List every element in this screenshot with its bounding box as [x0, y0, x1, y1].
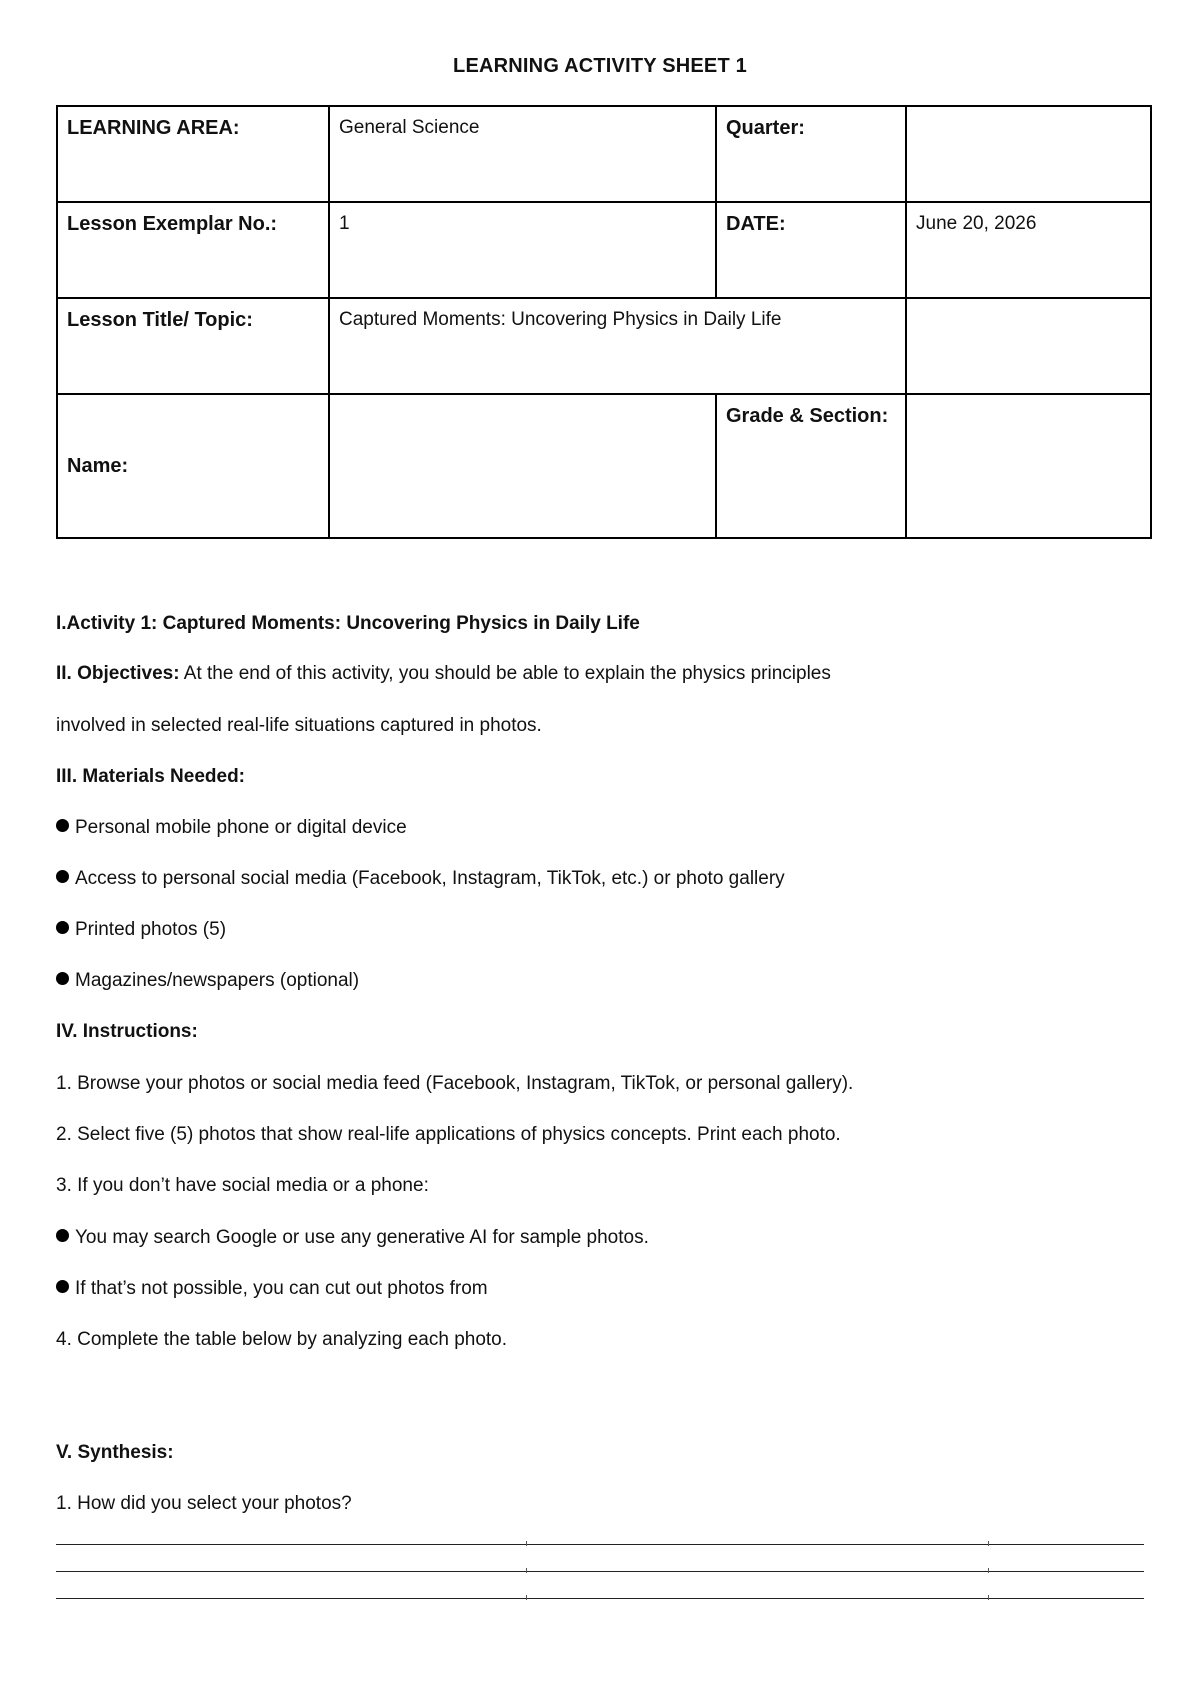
bullet-icon	[56, 921, 69, 934]
materials-item	[56, 815, 407, 841]
instruction-sub-item	[56, 1225, 649, 1251]
sheet-title: LEARNING ACTIVITY SHEET 1	[453, 55, 747, 77]
answer-line[interactable]	[56, 1571, 1144, 1572]
materials-item	[56, 917, 226, 943]
instruction-step-1: 1. Browse your photos or social media feed (Facebook, Instagram, TikTok, or personal gallery).	[56, 1073, 854, 1094]
instruction-sub-item	[56, 1276, 488, 1302]
lesson-exemplar-label: Lesson Exemplar No.:	[57, 202, 329, 298]
name-value[interactable]	[329, 394, 716, 538]
line-separator	[988, 1595, 989, 1600]
bullet-icon	[56, 819, 69, 832]
grade-section-value[interactable]	[906, 394, 1151, 538]
name-label: Name:	[57, 394, 329, 538]
quarter-value[interactable]	[906, 106, 1151, 202]
instructions-heading: IV. Instructions:	[56, 1021, 198, 1042]
answer-line[interactable]	[56, 1544, 1144, 1545]
materials-item-text: Printed photos (5)	[75, 919, 227, 940]
materials-heading: III. Materials Needed:	[56, 766, 246, 787]
info-table	[56, 105, 1152, 539]
synthesis-heading: V. Synthesis:	[56, 1442, 174, 1463]
instruction-step-3: 3. If you don’t have social media or a phone:	[56, 1175, 429, 1196]
lesson-exemplar-value[interactable]: 1	[329, 202, 716, 298]
learning-area-value[interactable]: General Science	[329, 106, 716, 202]
answer-line[interactable]	[56, 1598, 1144, 1599]
materials-item	[56, 866, 785, 892]
lesson-title-label: Lesson Title/ Topic:	[57, 298, 329, 394]
bullet-icon	[56, 1280, 69, 1293]
bullet-icon	[56, 972, 69, 985]
materials-item-text: Access to personal social media (Facebook, Instagram, TikTok, etc.) or photo gallery	[75, 868, 785, 889]
bullet-icon	[56, 1229, 69, 1242]
line-separator	[526, 1541, 527, 1546]
grade-section-label: Grade & Section:	[716, 394, 906, 538]
line-separator	[526, 1595, 527, 1600]
lesson-title-extra-cell	[906, 298, 1151, 394]
materials-item-text: Magazines/newspapers (optional)	[75, 970, 360, 991]
instruction-sub-item-text: If that’s not possible, you can cut out photos from	[75, 1278, 488, 1299]
objectives-line1	[56, 661, 831, 687]
instruction-sub-item-text: You may search Google or use any generative AI for sample photos.	[75, 1227, 649, 1248]
instruction-step-2: 2. Select five (5) photos that show real-life applications of physics concepts. Print each photo.	[56, 1124, 841, 1145]
date-label: DATE:	[716, 202, 906, 298]
date-value[interactable]: June 20, 2026	[906, 202, 1151, 298]
objectives-heading: II. Objectives:	[56, 663, 180, 684]
line-separator	[988, 1541, 989, 1546]
instruction-step-4: 4. Complete the table below by analyzing each photo.	[56, 1329, 508, 1350]
line-separator	[988, 1568, 989, 1573]
objectives-text: At the end of this activity, you should be able to explain the physics principles	[179, 663, 831, 684]
quarter-label: Quarter:	[716, 106, 906, 202]
bullet-icon	[56, 870, 69, 883]
learning-area-label: LEARNING AREA:	[57, 106, 329, 202]
activity-heading: I.Activity 1: Captured Moments: Uncovering Physics in Daily Life	[56, 613, 640, 634]
materials-item-text: Personal mobile phone or digital device	[75, 817, 407, 838]
materials-item	[56, 968, 359, 994]
line-separator	[526, 1568, 527, 1573]
objectives-line2: involved in selected real-life situations captured in photos.	[56, 715, 542, 736]
lesson-title-value[interactable]: Captured Moments: Uncovering Physics in Daily Life	[329, 298, 906, 394]
synthesis-question-1: 1. How did you select your photos?	[56, 1493, 352, 1514]
